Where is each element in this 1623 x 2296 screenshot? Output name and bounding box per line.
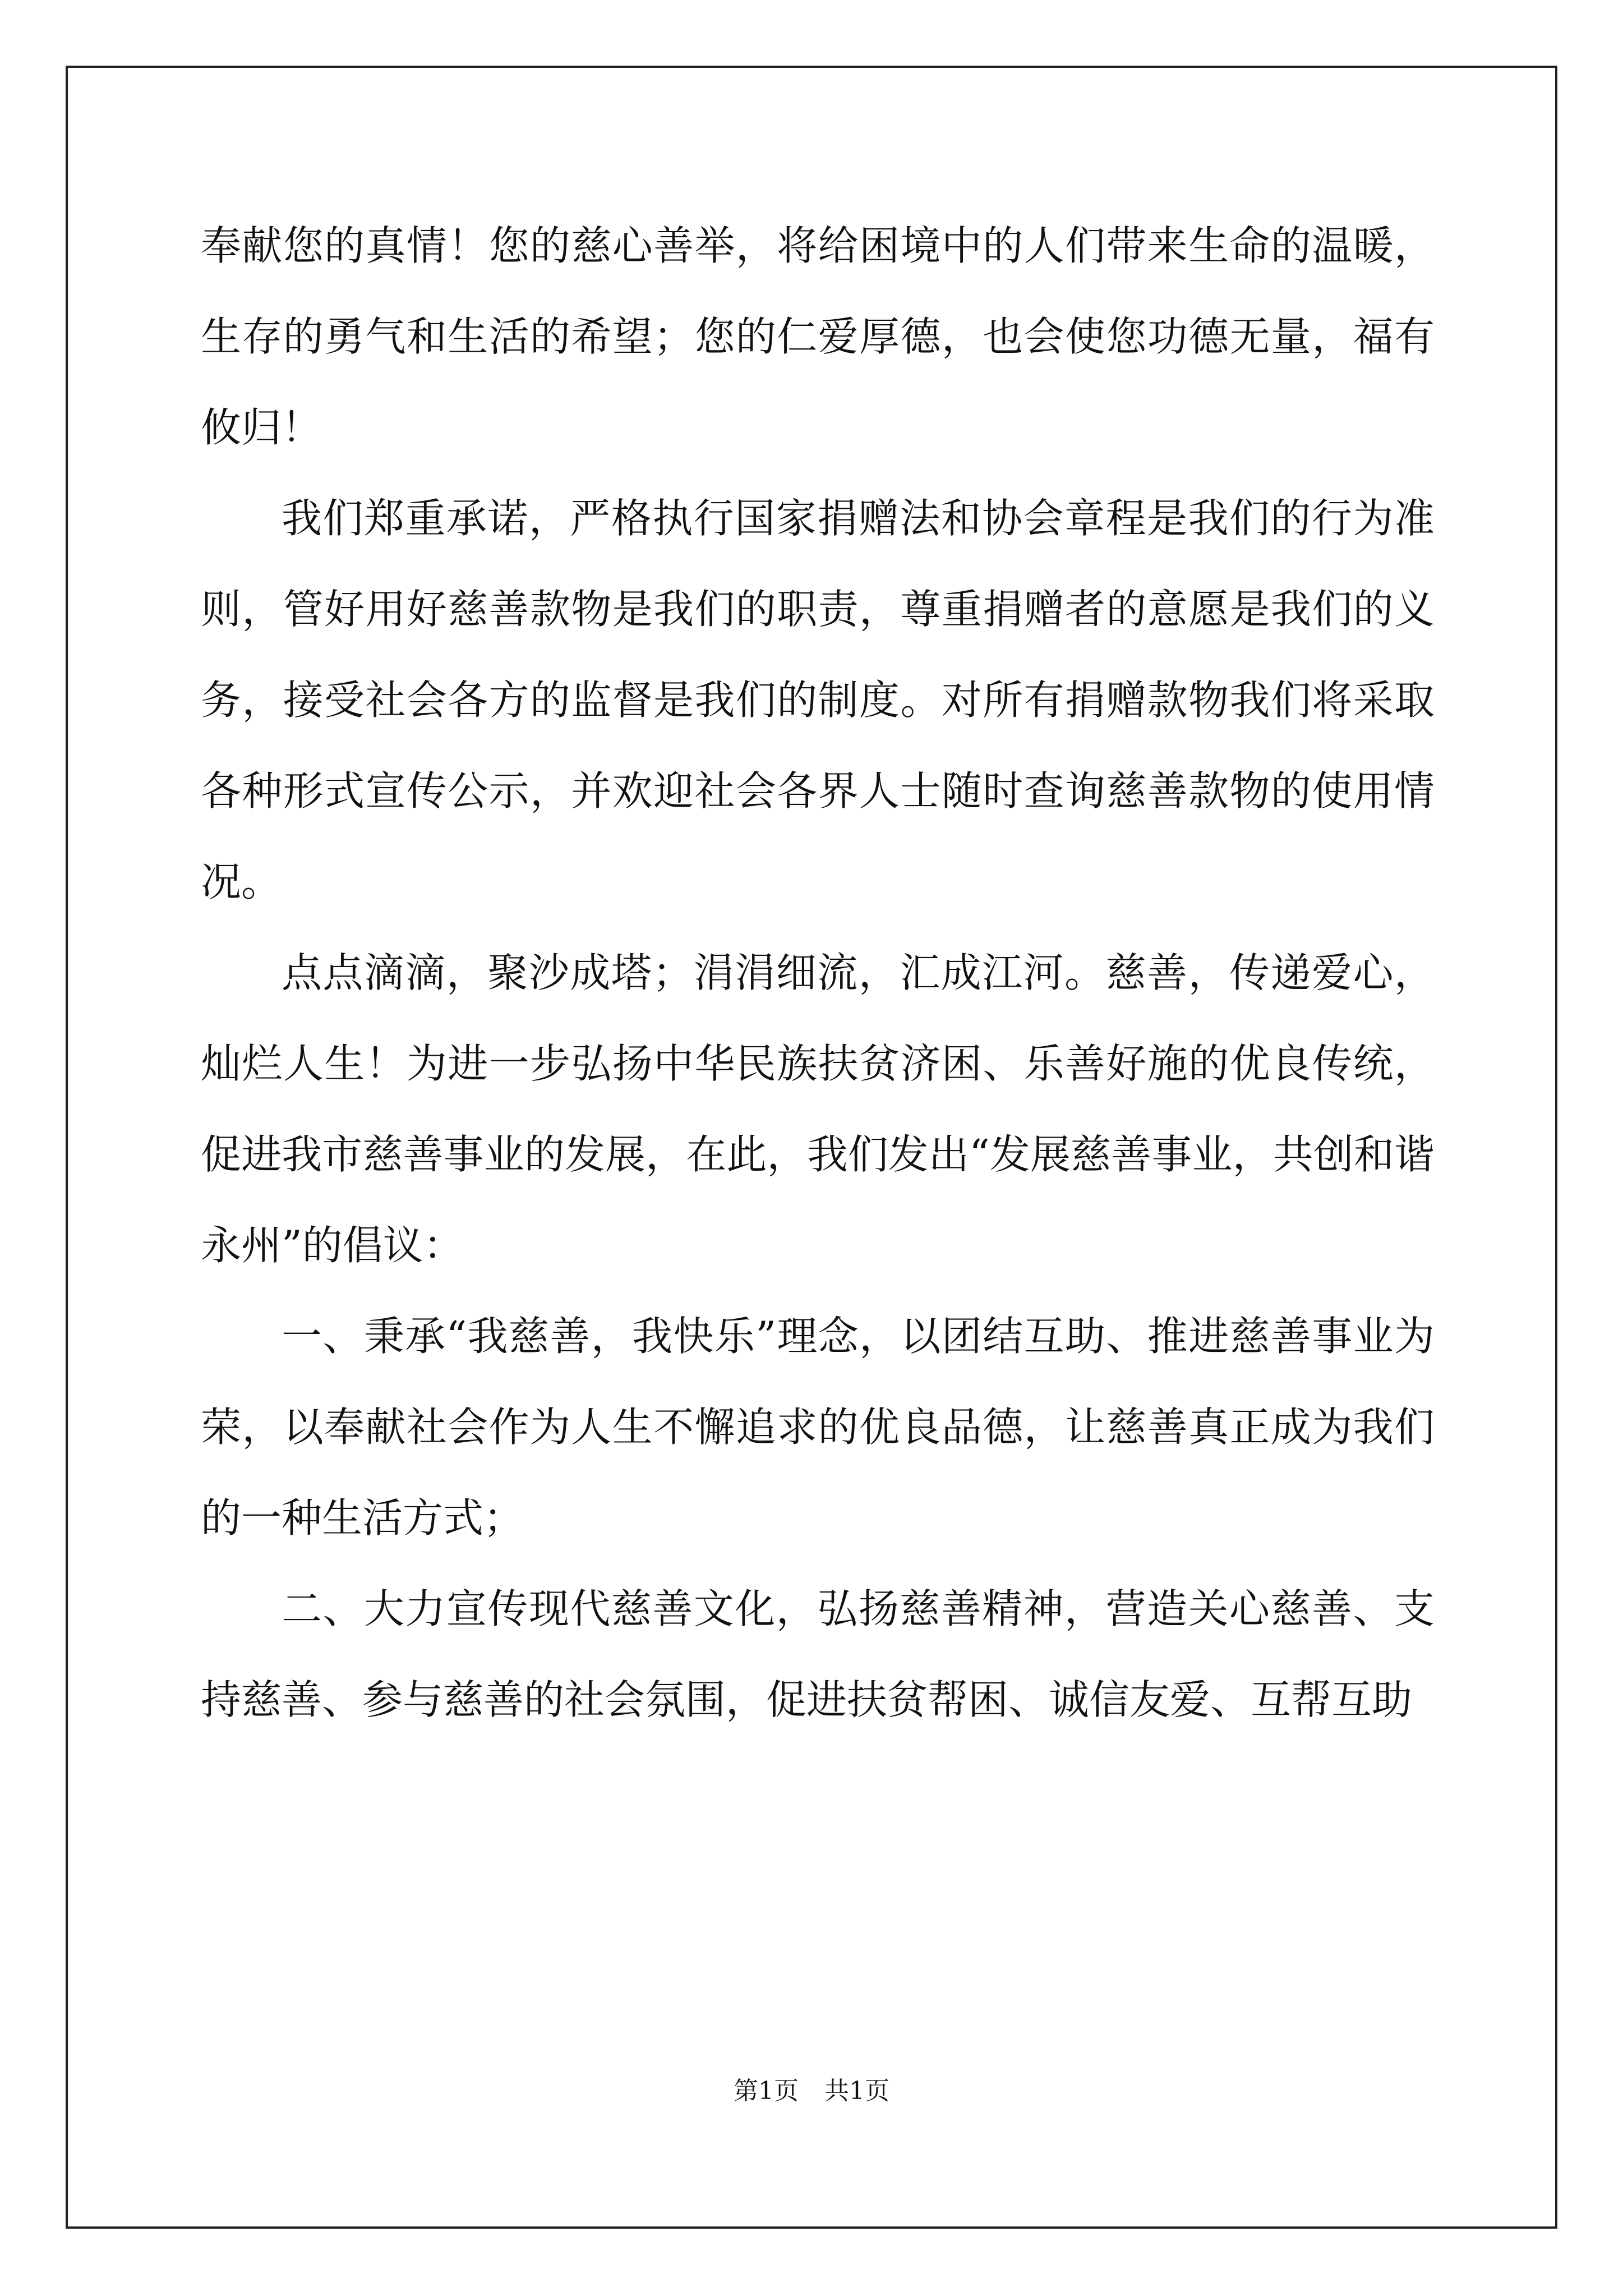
paragraph-continuation: 奉献您的真情！您的慈心善举，将给困境中的人们带来生命的温暖，生存的勇气和生活的希望；您的仁爱厚德，也会使您功德无量，福有攸归！	[201, 222, 1435, 451]
paragraph-commitment: 我们郑重承诺，严格执行国家捐赠法和协会章程是我们的行为准则，管好用好慈善款物是我们的职责，尊重捐赠者的意愿是我们的义务，接受社会各方的监督是我们的制度。对所有捐赠款物我们将采取各种形式宣传公示，并欢迎社会各界人士随时查询慈善款物的使用情况。	[201, 495, 1435, 905]
paragraph-initiative-intro: 点点滴滴，聚沙成塔；涓涓细流，汇成江河。慈善，传递爱心，灿烂人生！为进一步弘扬中华民族扶贫济困、乐善好施的优良传统，促进我市慈善事业的发展，在此，我们发出“发展慈善事业，共创和谐永州”的倡议：	[201, 949, 1435, 1269]
page-total: 共1页	[824, 2077, 889, 2105]
page-footer	[0, 2074, 1623, 2108]
paragraph-item-one: 一、秉承“我慈善，我快乐”理念，以团结互助、推进慈善事业为荣，以奉献社会作为人生不懈追求的优良品德，让慈善真正成为我们的一种生活方式；	[201, 1313, 1435, 1542]
paragraph-item-two: 二、大力宣传现代慈善文化，弘扬慈善精神，营造关心慈善、支持慈善、参与慈善的社会氛围，促进扶贫帮困、诚信友爱、互帮互助	[201, 1585, 1435, 1723]
page-number: 第1页	[734, 2077, 799, 2105]
document-body	[201, 200, 1435, 1745]
